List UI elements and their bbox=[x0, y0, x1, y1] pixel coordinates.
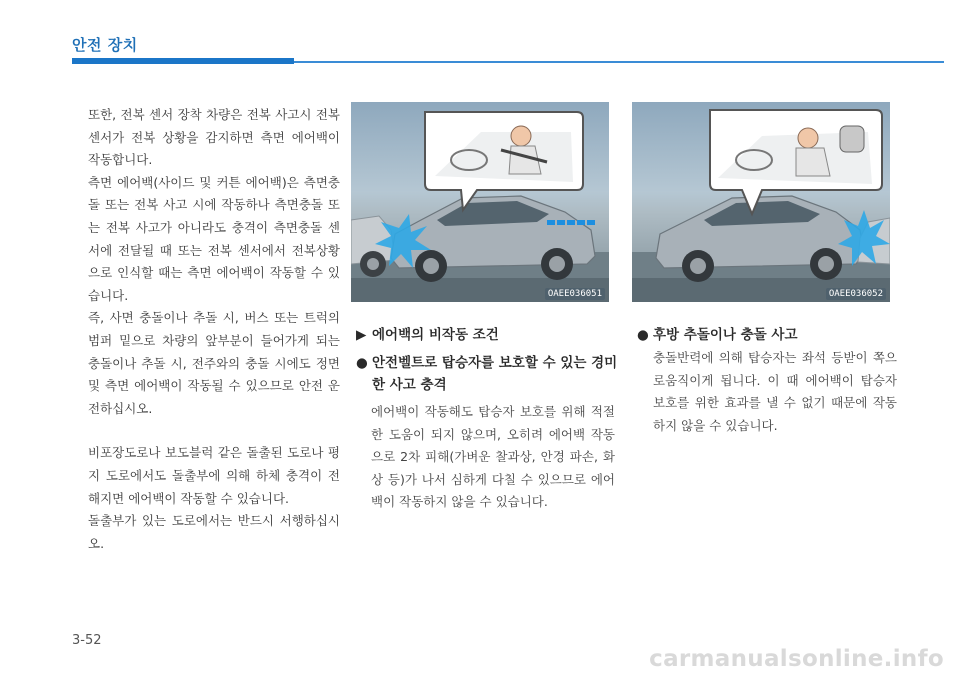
car-side-impact-illustration bbox=[351, 102, 609, 302]
paragraph: 즉, 사면 충돌이나 추돌 시, 버스 또는 트럭의 범퍼 밑으로 차량의 앞부분이 들어가게 되는 충돌이나 추돌 시, 전주와의 충돌 시에도 정면 및 측면 에어백이 작동될 수 있으므로 안전 운전하십시오. bbox=[88, 310, 340, 416]
header-bar-thick bbox=[72, 58, 294, 64]
circle-bullet-icon: ● bbox=[356, 355, 368, 371]
figure-rear-impact bbox=[632, 102, 890, 302]
paragraph: 측면 에어백(사이드 및 커튼 에어백)은 측면충돌 또는 전복 사고 시에 작동하나 측면충돌 또는 전복 사고가 아니라도 충격이 측면충돌 센서에 전달될 때 또는 전복 센서에서 전복상황으로 인식할 때는 측면 에어백이 작동할 수 있습니다. bbox=[88, 174, 340, 303]
section-title: 안전 장치 bbox=[72, 36, 138, 54]
watermark: carmanualsonline.info bbox=[649, 646, 944, 672]
paragraph: 돌출부가 있는 도로에서는 반드시 서행하십시오. bbox=[88, 513, 340, 551]
paragraph: 또한, 전복 센서 장착 차량은 전복 사고시 전복 센서가 전복 상황을 감지하면 측면 에어백이 작동합니다. bbox=[88, 107, 340, 168]
circle-bullet-icon: ● bbox=[637, 327, 649, 343]
subsection-heading-text: 에어백의 비작동 조건 bbox=[372, 327, 499, 343]
left-text-column bbox=[88, 104, 340, 555]
car-rear-impact-illustration bbox=[632, 102, 890, 302]
figure-code: OAEE036052 bbox=[826, 288, 886, 300]
subsection-heading bbox=[356, 324, 616, 346]
page-number: 3-52 bbox=[72, 633, 102, 648]
figure-side-impact bbox=[351, 102, 609, 302]
bullet-heading bbox=[637, 324, 897, 346]
bullet-heading-text: 안전벨트로 탑승자를 보호할 수 있는 경미한 사고 충격 bbox=[372, 355, 618, 393]
bullet-heading-text: 후방 추돌이나 충돌 사고 bbox=[653, 327, 798, 343]
header-bar-thin bbox=[294, 61, 944, 63]
figure-code: OAEE036051 bbox=[545, 288, 605, 300]
bullet-heading bbox=[356, 352, 618, 396]
bullet-body: 에어백이 작동해도 탑승자 보호를 위해 적절한 도움이 되지 않으며, 오히려 에어백 작동으로 2차 피해(가벼운 찰과상, 안경 파손, 화상 등)가 나서 심하게 다칠 수 있으므로 에어백이 작동하지 않을 수 있습니다. bbox=[371, 404, 615, 510]
triangle-bullet-icon: ▶ bbox=[356, 327, 367, 343]
paragraph: 비포장도로나 보도블럭 같은 돌출된 도로나 평지 도로에서도 돌출부에 의해 하체 충격이 전해지면 에어백이 작동할 수 있습니다. bbox=[88, 445, 340, 506]
bullet-body: 충돌반력에 의해 탑승자는 좌석 등받이 쪽으로움직이게 됩니다. 이 때 에어백이 탑승자 보호를 위한 효과를 낼 수 없기 때문에 작동하지 않을 수 있습니다. bbox=[653, 350, 897, 433]
